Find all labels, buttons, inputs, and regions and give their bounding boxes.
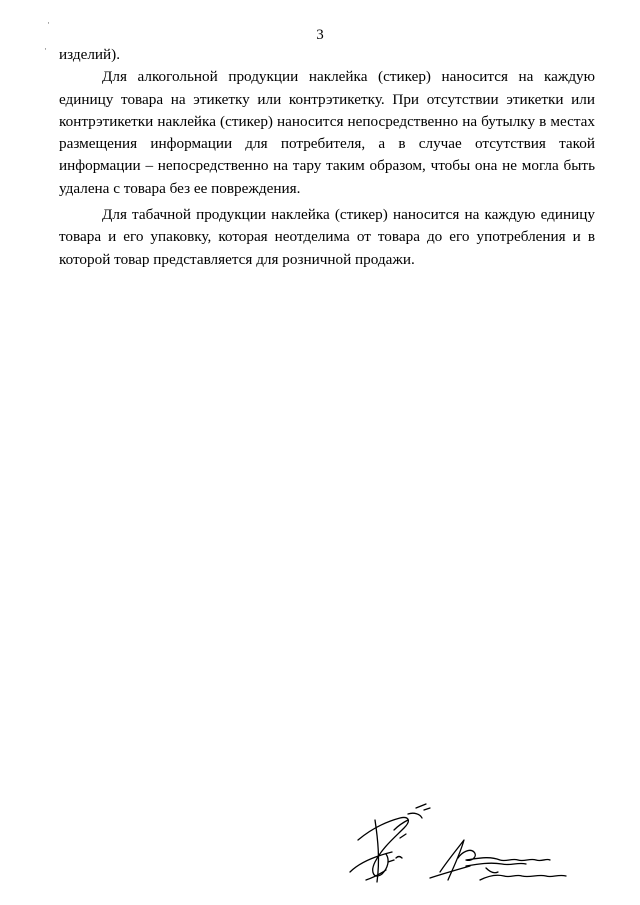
signatures <box>330 800 580 900</box>
paragraph-alcohol: Для алкогольной продукции наклейка (стикер) наносится на каждую единицу товара на этикетку или контрэтикетку. При отсутствии этикетки или контрэтикетки наклейка (стикер) наносится непосредственно на бутылку в местах размещения информации для потребителя, а в случае отсутствия такой информации – непосредственно на тару таким образом, чтобы она не могла быть удалена с товара без ее повреждения. <box>59 68 595 197</box>
signature-1-stroke <box>408 804 430 818</box>
signature-2-stroke <box>480 875 566 880</box>
paragraph-tobacco: Для табачной продукции наклейка (стикер) наносится на каждую единицу товара и его упаковку, которая неотделима от товара до его употребления и в которой товар представляется для розничной продажи. <box>59 206 595 268</box>
signature-2-stroke <box>486 868 498 873</box>
scan-speck: · <box>44 44 47 54</box>
signature-1-stroke <box>358 817 408 876</box>
signature-1-stroke <box>375 820 378 882</box>
page-number: 3 <box>316 27 324 43</box>
document-body <box>59 44 595 271</box>
signature-2-stroke <box>458 850 550 860</box>
scan-speck: · <box>47 18 50 28</box>
signature-2-stroke <box>466 863 526 866</box>
handwritten-signatures <box>330 800 580 900</box>
paragraph-continuation: изделий). <box>59 46 121 63</box>
signature-1-stroke <box>366 857 402 881</box>
